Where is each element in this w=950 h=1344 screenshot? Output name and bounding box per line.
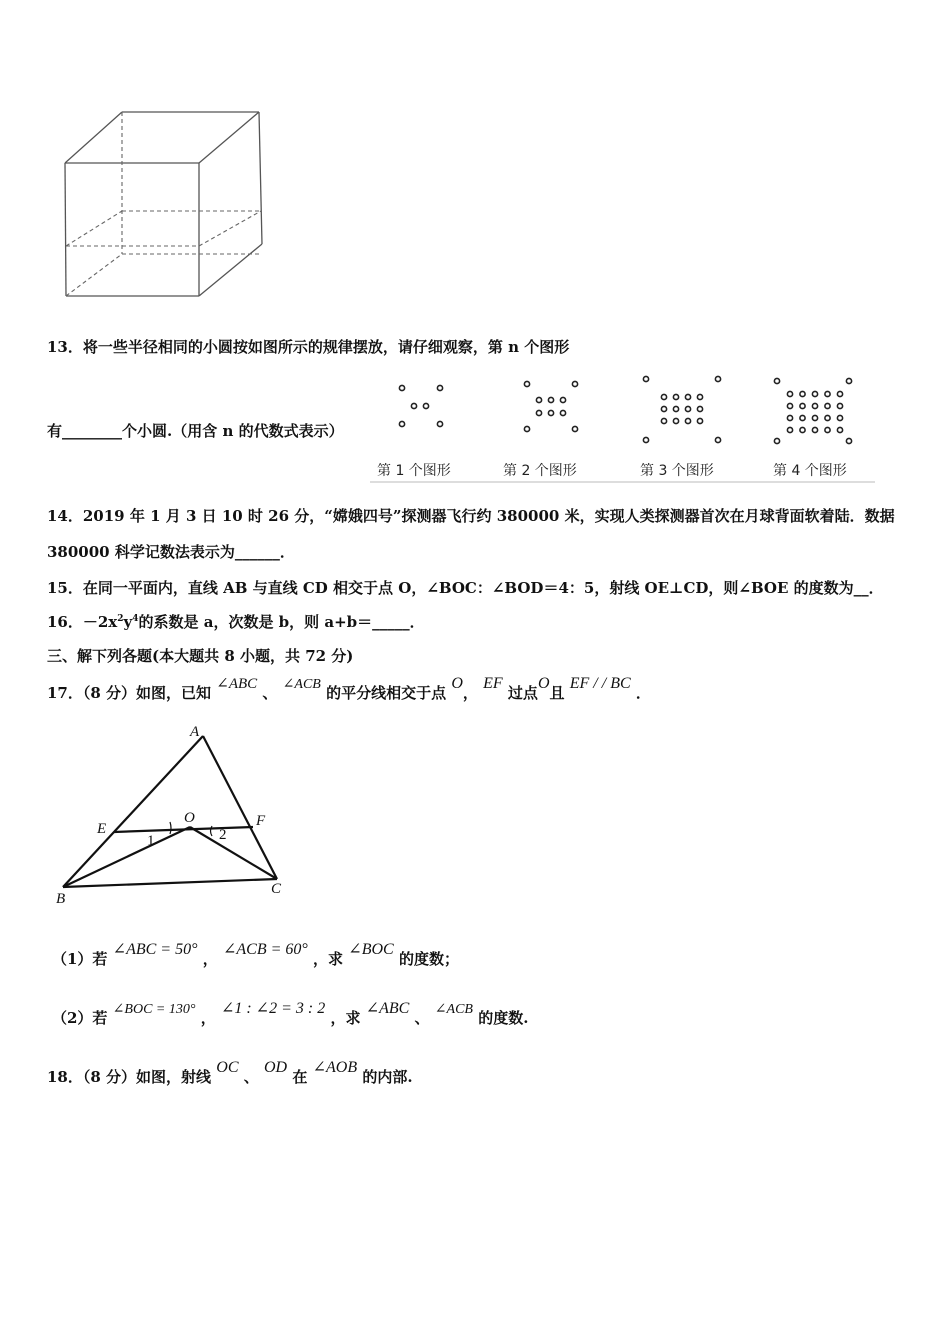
q17-p1-m3: ∠BOC	[348, 941, 394, 958]
q13-answer-blank[interactable]: ________	[62, 422, 123, 440]
q13-prefix: 有	[47, 422, 63, 440]
q17-p1-head: （1）若	[52, 950, 108, 968]
q17-p1-m2: ∠ACB = 60°	[222, 941, 308, 958]
q18-ray-od: OD	[264, 1059, 288, 1076]
q17-p2-end: 的度数.	[478, 1009, 529, 1027]
q17-seg-ef: EF	[483, 675, 503, 692]
q16-exp2: 4	[132, 614, 139, 624]
q15-text: 15．在同一平面内，直线 AB 与直线 CD 相交于点 O，∠BOC：∠BOD＝4：5，射线 OE⊥CD，则∠BOE 的度数为__．	[47, 579, 884, 597]
q17-text3: 过点	[507, 684, 538, 702]
q18-ray-oc: OC	[216, 1059, 239, 1076]
q17-p2-m1: ∠BOC = 130°	[112, 1002, 196, 1017]
q17-sep2: ，	[462, 684, 478, 702]
q13-text-line1: 13．将一些半径相同的小圆按如图所示的规律摆放，请仔细观察，第 n 个图形	[47, 338, 570, 356]
label-f: F	[256, 813, 266, 829]
q17-head: 17．（8 分）如图，已知	[47, 684, 212, 702]
q17-p2-sep2: ，求	[330, 1009, 361, 1027]
label-angle-1: 1	[147, 833, 155, 849]
q13-suffix: 个小圆.（用含 n 的代数式表示）	[122, 422, 344, 440]
label-angle-2: 2	[219, 827, 227, 843]
q14-line2: 380000 科学记数法表示为______．	[47, 543, 295, 561]
q17-end: ．	[635, 684, 651, 702]
q17-p2-m2: ∠1 : ∠2 = 3 : 2	[220, 1000, 326, 1017]
pattern-caption-2: 第 2 个图形	[503, 463, 577, 479]
label-c: C	[271, 881, 282, 897]
q16-suffix: 的系数是 a，次数是 b，则 a+b＝_____．	[138, 613, 425, 631]
q18-text2: 在	[292, 1068, 308, 1086]
q14-line1: 14．2019 年 1 月 3 日 10 时 26 分，“嫦娥四号”探测器飞行约 380000 米，实现人类探测器首次在月球背面软着陆．数据	[47, 507, 895, 525]
q17-part2	[52, 1000, 529, 1028]
q18-end: 的内部.	[362, 1068, 413, 1086]
q17-text4: 且	[549, 684, 565, 702]
q17-text2: 的平分线相交于点	[326, 684, 447, 702]
q17-point-o2: O	[537, 675, 550, 692]
section-3-heading: 三、解下列各题(本大题共 8 小题，共 72 分)	[47, 647, 354, 665]
q17-parallel: EF / / BC	[569, 675, 631, 692]
q17-p1-m1: ∠ABC = 50°	[112, 941, 198, 958]
q16-prefix: 16．－2x	[47, 613, 118, 631]
q17-angle-acb: ∠ACB	[282, 677, 321, 692]
pattern-caption-4: 第 4 个图形	[773, 463, 847, 479]
q17-p2-m3: ∠ABC	[365, 1000, 410, 1017]
q17-point-o: O	[451, 675, 463, 692]
q17-p1-sep1: ，	[202, 950, 218, 968]
label-a: A	[190, 724, 200, 740]
q18-sep: 、	[243, 1068, 259, 1086]
q17-p2-head: （2）若	[52, 1009, 108, 1027]
label-b: B	[56, 891, 66, 907]
pattern-caption-1: 第 1 个图形	[377, 463, 451, 479]
q17-p2-sep3: 、	[414, 1009, 430, 1027]
q18-head: 18．（8 分）如图，射线	[47, 1068, 212, 1086]
q17-part1	[52, 941, 459, 969]
q17-angle-abc: ∠ABC	[216, 676, 258, 692]
q17-p2-sep1: ，	[200, 1009, 216, 1027]
q16-exp1: 2	[117, 614, 124, 624]
pattern-caption-3: 第 3 个图形	[640, 463, 714, 479]
q18-angle-aob: ∠AOB	[312, 1059, 358, 1076]
q18-stem	[47, 1059, 413, 1087]
q16-mid: y	[123, 613, 133, 631]
label-o: O	[184, 810, 195, 826]
q17-p1-end: 的度数；	[398, 950, 459, 968]
q17-sep1: 、	[262, 684, 278, 702]
label-e: E	[97, 821, 107, 837]
q17-p2-m4: ∠ACB	[434, 1002, 473, 1017]
q17-p1-sep2: ，求	[313, 950, 344, 968]
